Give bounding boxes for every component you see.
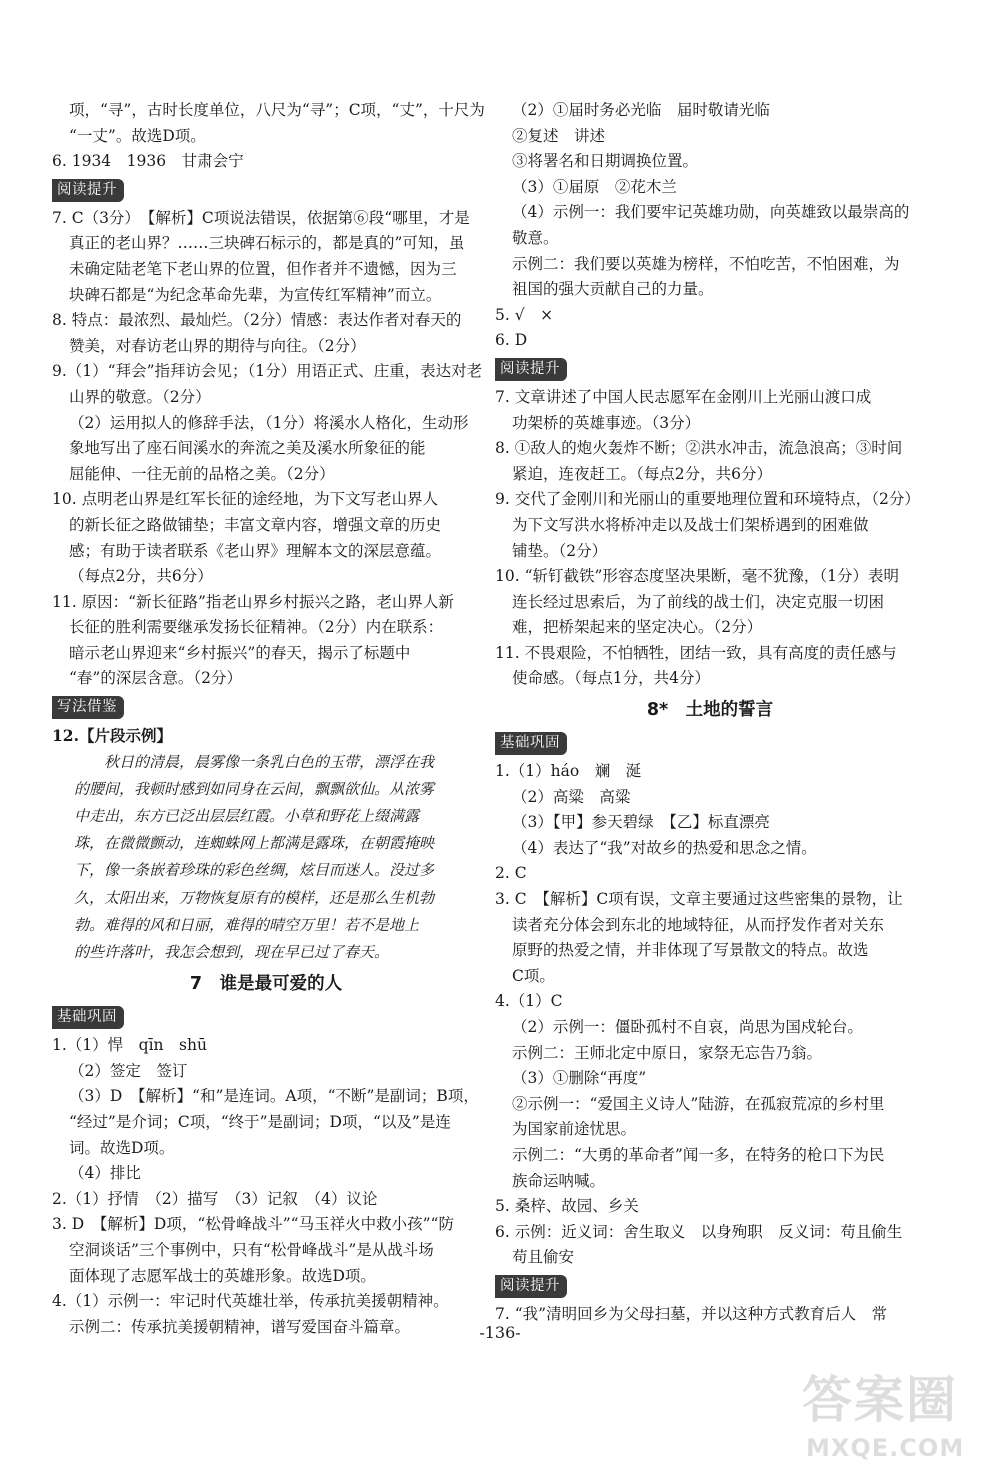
answer-line: （4）表达了“我”对故乡的热爱和思念之情。 (512, 838, 817, 857)
answer-line: （2）示例一：僵卧孤村不自哀，尚思为国戍轮台。 (512, 1018, 863, 1036)
answer-line: 为国家前途忧思。 (512, 1120, 637, 1139)
page-number: -136- (479, 1323, 521, 1342)
excerpt-line: 勃。难得的风和日丽，难得的晴空万里！若不是地上 (74, 915, 420, 934)
answer-line: 读者充分体会到东北的地域特征，从而抒发作者对关东 (512, 915, 885, 934)
answer-line: 功架桥的英雄事迹。（3分） (512, 413, 701, 432)
answer-line: 原野的热爱之情，并非体现了写景散文的特点。故选 (512, 941, 869, 960)
answer-line: （2）①届时务必光临 届时敬请光临 (512, 101, 770, 119)
answer-line: “一丈”。故选D项。 (69, 126, 206, 145)
answer-line: 3. D 【解析】D项，“松骨峰战斗”“马玉祥火中救小孩”“防 (52, 1215, 454, 1234)
section-header (495, 1271, 925, 1302)
answer-line: 3. C 【解析】C项有误，文章主要通过这些密集的景物，让 (495, 890, 903, 909)
answer-line: 祖国的强大贡献自己的力量。 (512, 280, 714, 299)
answer-line: 1.（1）悍 qīn shū (52, 1036, 207, 1055)
section-badge: 写法借鉴 (52, 696, 124, 719)
excerpt-line: 珠，在微微颤动，连蜘蛛网上都满是露珠，在朝霞掩映 (74, 834, 435, 853)
excerpt-line: 久，太阳出来，万物恢复原有的模样，还是那么生机勃 (74, 888, 435, 907)
answer-line: 9.（1）“拜会”指拜访会见；（1分）用语正式、庄重，表达对老 (52, 362, 483, 381)
answer-line: 使命感。（每点1分，共4分） (512, 669, 710, 688)
answer-line: 面体现了志愿军战士的英雄形象。故选D项。 (69, 1266, 376, 1285)
answer-line: （4）示例一：我们要牢记英雄功勋，向英雄致以最崇高的 (512, 203, 910, 222)
answer-line: 2. C (495, 864, 527, 883)
answer-line: 10. 点明老山界是红军长征的途经地，为下文写老山界人 (52, 490, 439, 509)
answer-line: 象地写出了座石间溪水的奔流之美及溪水所象征的能 (69, 439, 426, 458)
answer-line: （2）高粱 高粱 (512, 787, 631, 806)
answer-line: 5. 桑梓、故园、乡关 (495, 1197, 639, 1216)
answer-line: 连长经过思索后，为了前线的战士们，决定克服一切困 (512, 592, 885, 611)
excerpt-line: 的些许落叶，我怎会想到，现在早已过了春天。 (74, 942, 390, 961)
section-badge: 基础巩固 (495, 732, 567, 755)
answer-line: 6. 示例：近义词：舍生取义 以身殉职 反义词：苟且偷生 (495, 1222, 903, 1241)
answer-line: 敬意。 (512, 228, 559, 247)
answer-line: （3）【甲】参天碧绿 【乙】标直漂亮 (512, 813, 770, 832)
answer-line: 4.（1）C (495, 992, 563, 1011)
answer-line: 12.【片段示例】 (52, 726, 172, 746)
answer-line: 词。故选D项。 (69, 1138, 175, 1157)
answer-line: 8. ①敌人的炮火轰炸不断；②洪水冲击，流急浪高；③时间 (495, 439, 903, 458)
answer-line: 9. 交代了金刚川和光丽山的重要地理位置和环境特点，（2分） (495, 490, 920, 509)
answer-line: 空洞谈话”三个事例中，只有“松骨峰战斗”是从战斗场 (69, 1240, 434, 1259)
excerpt-line: 中走出，东方已泛出层层红霞。小草和野花上缀满露 (74, 807, 420, 826)
answer-line: 感；有助于读者联系《老山界》理解本文的深层意蕴。 (69, 541, 442, 560)
answer-line: （3）①删除“再度” (512, 1069, 647, 1088)
answer-line: 长征的胜利需要继承发扬长征精神。（2分）内在联系： (69, 618, 444, 637)
excerpt-line: 的腰间，我顿时感到如同身在云间，飘飘欲仙。从浓雾 (74, 779, 435, 798)
section-header (495, 728, 925, 759)
answer-line: （3）D 【解析】“和”是连词。A项，“不断”是副词；B项， (69, 1087, 479, 1106)
answer-line: 示例二：我们要以英雄为榜样，不怕吃苦，不怕困难，为 (512, 254, 900, 273)
answer-line: ②复述 讲述 (512, 126, 606, 145)
answer-line: 示例二：王师北定中原日，家祭无忘告乃翁。 (512, 1043, 823, 1062)
section-badge: 阅读提升 (52, 179, 124, 202)
watermark-logo (798, 1360, 968, 1466)
answer-line: 为下文写洪水将桥冲走以及战士们架桥遇到的困难做 (512, 515, 869, 534)
answer-line: “经过”是介词；C项，“终于”是副词；D项，“以及”是连 (69, 1112, 451, 1131)
answer-line: （2）运用拟人的修辞手法，（1分）将溪水人格化，生动形 (69, 413, 469, 432)
section-header (495, 354, 925, 385)
answer-line: 真正的老山界？……三块碑石标示的，都是真的”可知，虽 (69, 234, 465, 253)
answer-line: 5. √ × (495, 305, 554, 324)
answer-line: （每点2分，共6分） (69, 567, 213, 586)
answer-line: C项。 (512, 966, 555, 985)
answer-line: 暗示老山界迎来“乡村振兴”的春天，揭示了标题中 (69, 643, 411, 662)
section-header (52, 692, 480, 723)
answer-line: 项，“寻”，古时长度单位，八尺为“寻”；C项，“丈”，十尺为 (69, 101, 485, 119)
section-badge: 阅读提升 (495, 358, 567, 381)
answer-line: 1.（1）háo 斓 涎 (495, 762, 642, 781)
answer-line: ③将署名和日期调换位置。 (512, 152, 699, 171)
answer-line: 示例二：传承抗美援朝精神，谱写爱国奋斗篇章。 (69, 1317, 411, 1336)
answer-line: 未确定陆老笔下老山界的位置，但作者并不遗憾，因为三 (69, 259, 457, 278)
section-header (52, 175, 480, 206)
excerpt-line: 秋日的清晨，晨雾像一条乳白色的玉带，漂浮在我 (104, 752, 435, 771)
answer-line: 8. 特点：最浓烈、最灿烂。（2分）情感：表达作者对春天的 (52, 311, 462, 330)
answer-line: （3）①届原 ②花木兰 (512, 177, 677, 196)
answer-line: 苟且偷安 (512, 1248, 575, 1267)
answer-line: （4）排比 (69, 1164, 141, 1183)
answer-line: 11. 原因：“新长征路”指老山界乡村振兴之路，老山界人新 (52, 592, 454, 611)
section-badge: 阅读提升 (495, 1275, 567, 1298)
watermark-cn: 答案圈 (802, 1371, 958, 1429)
right-column (495, 98, 925, 1328)
answer-line: 4.（1）示例一：牢记时代英雄壮举，传承抗美援朝精神。 (52, 1292, 449, 1311)
answer-line: 7. C（3分） 【解析】C项说法错误，依据第⑥段“哪里，才是 (52, 208, 470, 227)
watermark-en: MXQE.COM (806, 1434, 965, 1462)
answer-line: 7. 文章讲述了中国人民志愿军在金刚川上光丽山渡口成 (495, 387, 872, 406)
answer-line: ②示例一：“爱国主义诗人”陆游，在孤寂荒凉的乡村里 (512, 1094, 885, 1113)
answer-line: 块碑石都是“为纪念革命先辈，为宣传红军精神”而立。 (69, 285, 442, 304)
answer-line: 族命运呐喊。 (512, 1171, 606, 1190)
answer-line: 赞美，对春访老山界的期待与向往。（2分） (69, 336, 366, 355)
answer-line: 的新长征之路做铺垫；丰富文章内容，增强文章的历史 (69, 515, 442, 534)
left-column (52, 98, 485, 1340)
answer-line: 屈能伸、一往无前的品格之美。（2分） (69, 464, 335, 483)
answer-line: 10. “斩钉截铁”形容态度坚决果断，毫不犹豫，（1分）表明 (495, 567, 900, 586)
answer-line: “春”的深层含意。（2分） (69, 669, 242, 688)
lesson-title: 8* 土地的誓言 (646, 700, 774, 721)
answer-line: 示例二：“大勇的革命者”闻一多，在特务的枪口下为民 (512, 1145, 885, 1164)
answer-line: 11. 不畏艰险，不怕牺牲，团结一致，具有高度的责任感与 (495, 643, 897, 662)
lesson-title: 7 谁是最可爱的人 (189, 974, 343, 995)
answer-line: （2）签定 签订 (69, 1061, 188, 1080)
answer-line: 2.（1）抒情 （2）描写 （3）记叙 （4）议论 (52, 1189, 378, 1208)
answer-line: 山界的敬意。（2分） (69, 387, 211, 406)
section-header (52, 1002, 480, 1033)
excerpt-line: 下，像一条嵌着珍珠的彩色丝绸，炫目而迷人。没过多 (74, 861, 435, 880)
answer-line: 难，把桥架起来的坚定决心。（2分） (512, 618, 763, 637)
answer-line: 6. 1934 1936 甘肃会宁 (52, 152, 244, 171)
answer-line: 6. D (495, 331, 528, 350)
answer-line: 铺垫。（2分） (512, 541, 608, 560)
answer-line: 紧迫，连夜赶工。（每点2分，共6分） (512, 464, 772, 483)
section-badge: 基础巩固 (52, 1006, 124, 1029)
answer-line: 7. “我”清明回乡为父母扫墓，并以这种方式教育后人 常 (495, 1304, 888, 1323)
